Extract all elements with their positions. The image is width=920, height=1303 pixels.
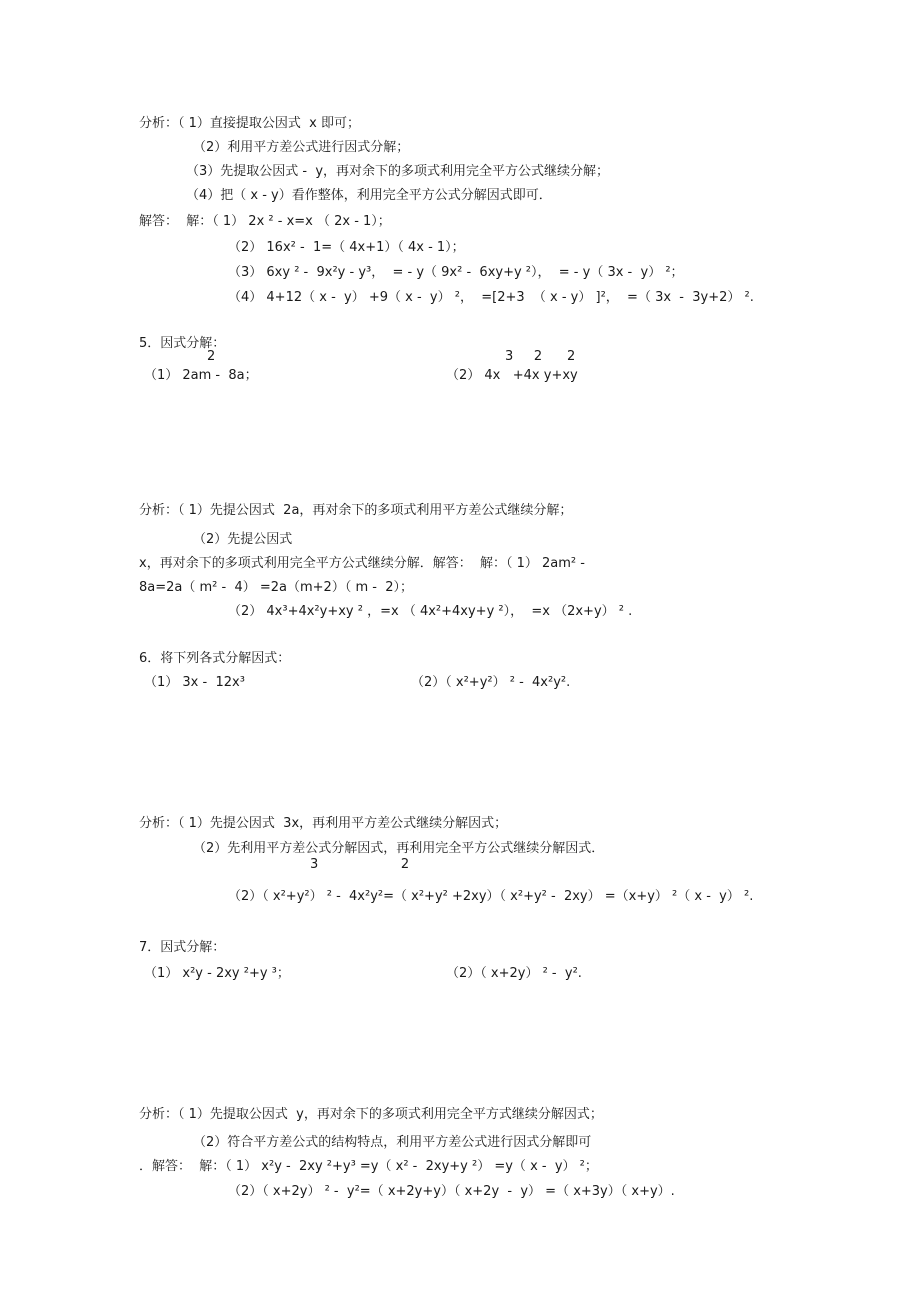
q5-title: 5．因式分解：: [139, 336, 226, 351]
q5-sup-1: 2: [207, 349, 216, 364]
a7-line-3: ．解答： 解：（ 1） x²y - 2xy ²+y³ =y（ x² - 2xy+y ²） =y（ x - y） ²；: [139, 1159, 598, 1174]
a6-line-1: 分析：（ 1）先提公因式 3x，再利用平方差公式继续分解因式；: [139, 816, 508, 831]
a5-line-3: x，再对余下的多项式利用完全平方公式继续分解．解答： 解：（ 1） 2am² -: [139, 556, 585, 571]
q7-part-2: （2）（ x+2y） ² - y².: [446, 966, 582, 981]
a5-line-5: （2） 4x³+4x²y+xy ² ，=x （ 4x²+4xy+y ²）， =x （2x+y） ² .: [228, 604, 633, 619]
s4-line-4: （4） 4+12（ x - y） +9（ x - y） ²， =[2+3 （ x - y） ]²， =（ 3x - 3y+2） ².: [228, 290, 754, 305]
a6-line-2: （2）先利用平方差公式分解因式，再利用完全平方公式继续分解因式．: [193, 841, 605, 856]
a7-line-4: （2）（ x+2y） ² - y²=（ x+2y+y）（ x+2y - y） =（ x+3y）（ x+y）.: [228, 1184, 675, 1199]
s4-line-1: 解答： 解：（ 1） 2x ² - x=x （ 2x - 1）；: [139, 214, 391, 229]
q6-title: 6．将下列各式分解因式：: [139, 651, 291, 666]
a7-line-1: 分析：（ 1）先提取公因式 y，再对余下的多项式利用完全平方式继续分解因式；: [139, 1107, 603, 1122]
q7-title: 7．因式分解：: [139, 940, 226, 955]
a4-line-3: （3）先提取公因式 - y，再对余下的多项式利用完全平方公式继续分解；: [186, 164, 610, 179]
a6-line-3: （2）（ x²+y²） ² - 4x²y²=（ x²+y² +2xy）（ x²+y² - 2xy） =（x+y） ²（ x - y） ².: [228, 889, 754, 904]
s4-line-3: （3） 6xy ² - 9x²y - y³， = - y（ 9x² - 6xy+y ²）， = - y（ 3x - y） ²；: [228, 265, 684, 280]
a4-line-4: （4）把（ x - y）看作整体，利用完全平方公式分解因式即可．: [186, 188, 552, 203]
q6-part-1: （1） 3x - 12x³: [144, 675, 245, 690]
q7-part-1: （1） x²y - 2xy ²+y ³；: [144, 966, 290, 981]
q5-part-2: （2） 4x +4x y+xy: [446, 368, 578, 383]
s4-line-2: （2） 16x² - 1=（ 4x+1）（ 4x - 1）；: [228, 240, 465, 255]
a4-line-1: 分析：（ 1）直接提取公因式 x 即可；: [139, 116, 360, 131]
a4-line-2: （2）利用平方差公式进行因式分解；: [193, 140, 410, 155]
a5-line-4: 8a=2a（ m² - 4） =2a（m+2）（ m - 2）；: [139, 580, 413, 595]
a5-line-1: 分析：（ 1）先提公因式 2a，再对余下的多项式利用平方差公式继续分解；: [139, 503, 573, 518]
q6-part-2: （2）（ x²+y²） ² - 4x²y².: [411, 675, 571, 690]
q5-part-1: （1） 2am - 8a；: [144, 368, 258, 383]
q5-sup-2: 3 2 2: [505, 349, 576, 364]
a5-line-2: （2）先提公因式: [193, 532, 293, 547]
a6-sup: 3 2: [310, 857, 410, 872]
a7-line-2: （2）符合平方差公式的结构特点，利用平方差公式进行因式分解即可: [193, 1135, 592, 1150]
